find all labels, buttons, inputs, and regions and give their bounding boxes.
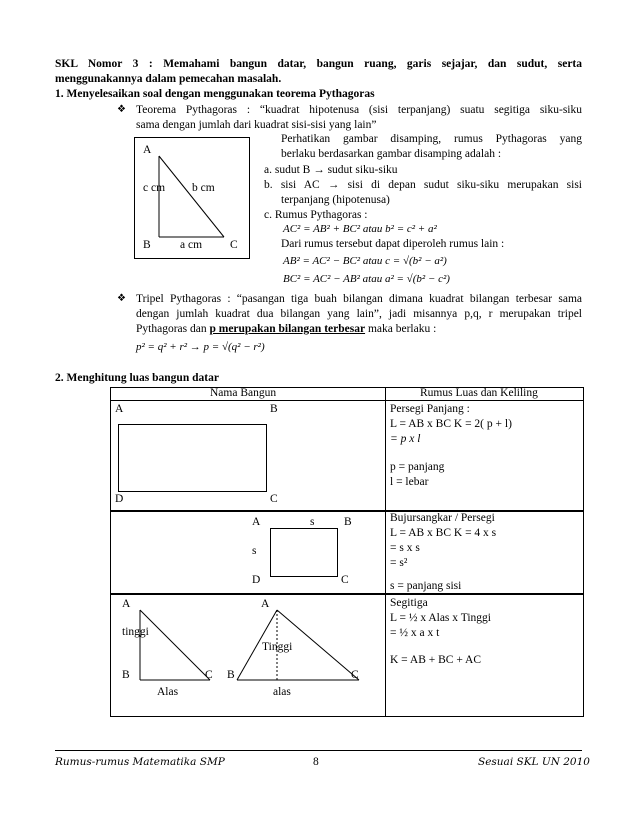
footer-edition: Sesuai SKL UN 2010	[478, 756, 590, 768]
fig1-label-a-side: a cm	[180, 239, 203, 251]
fig1-label-a: A	[143, 144, 152, 156]
rect-label-c: C	[270, 493, 278, 505]
tri1-label-alas: Alas	[157, 686, 179, 698]
triangle-formula-area2: = ½ x a x t	[390, 627, 440, 639]
tripel-text-cont: dengan jumlah kuadrat dua bilangan yang lain”, jadi misannya p,q, r merupakan tripel	[136, 308, 582, 320]
tri2-label-a: A	[261, 598, 270, 610]
rect-label-d: D	[115, 493, 124, 505]
rect-formula-title: Persegi Panjang :	[390, 403, 470, 415]
triangle-formula-perimeter: K = AB + BC + AC	[390, 654, 482, 666]
tri1-label-c: C	[205, 669, 213, 681]
fig1-label-c: C	[230, 239, 238, 251]
fig1-label-b: B	[143, 239, 151, 251]
dari-rumus-text: Dari rumus tersebut dapat diperoleh rumus lain :	[281, 238, 505, 250]
formula-ab: AB² = AC² − BC² atau c = √(b² − a²)	[283, 255, 447, 267]
triangle-formula-title: Segitiga	[390, 597, 428, 609]
square-figure	[270, 528, 338, 577]
tri1-label-tinggi: tinggi	[122, 626, 149, 638]
bullet-icon: ❖	[117, 293, 126, 304]
item-b-cont: terpanjang (hipotenusa)	[281, 194, 390, 206]
section2-title: 2. Menghitung luas bangun datar	[55, 372, 219, 384]
table-header-rumus: Rumus Luas dan Keliling	[420, 387, 538, 399]
square-def-s: s = panjang sisi	[390, 580, 462, 592]
item-b: b. sisi AC → sisi di depan sudut siku-siku merupakan sisi	[264, 179, 582, 191]
formula-bc: BC² = AC² − AB² atau a² = √(b² − c²)	[283, 273, 450, 285]
tri1-label-a: A	[122, 598, 131, 610]
tri2-label-b: B	[227, 669, 235, 681]
fig1-label-c-side: c cm	[143, 182, 166, 194]
rect-formula-lk: L = AB x BC K = 2( p + l)	[390, 418, 512, 430]
fig1-label-b-side: b cm	[192, 182, 215, 194]
table-row-divider	[110, 510, 583, 512]
tri2-label-alas: alas	[273, 686, 291, 698]
tripel-text-cont2: Pythagoras dan p merupakan bilangan terbesar maka berlaku :	[136, 323, 437, 335]
bullet-icon: ❖	[117, 104, 126, 115]
rect-label-b: B	[270, 403, 278, 415]
tri2-label-tinggi: Tinggi	[262, 641, 293, 653]
square-formula-s2: = s²	[390, 557, 408, 569]
square-formula-ss: = s x s	[390, 542, 420, 554]
triangle-figures	[110, 596, 385, 714]
square-label-b: B	[344, 516, 352, 528]
rect-def-l: l = lebar	[390, 476, 429, 488]
teorema-text-cont: sama dengan jumlah dari kuadrat sisi-sisi yang lain”	[136, 119, 377, 131]
section1-title: 1. Menyelesaikan soal dengan menggunakan teorema Pythagoras	[55, 88, 375, 100]
square-label-c: C	[341, 574, 349, 586]
tri1-label-b: B	[122, 669, 130, 681]
item-a: a. sudut B → sudut siku-siku	[264, 164, 398, 176]
table-column-divider	[385, 387, 386, 716]
item-c: c. Rumus Pythagoras :	[264, 209, 368, 221]
square-formula-title: Bujursangkar / Persegi	[390, 512, 495, 524]
square-label-s-top: s	[310, 516, 315, 528]
tri2-label-c: C	[351, 669, 359, 681]
footer-title: Rumus-rumus Matematika SMP	[55, 756, 225, 768]
formula-tripel: p² = q² + r² → p = √(q² − r²)	[136, 341, 265, 353]
formula-pythagoras: AC² = AB² + BC² atau b² = c² + a²	[283, 223, 437, 235]
square-label-d: D	[252, 574, 261, 586]
rect-label-a: A	[115, 403, 124, 415]
tripel-text: Tripel Pythagoras : “pasangan tiga buah bilangan dimana kuadrat bilangan terbesar sama	[136, 293, 582, 305]
table-row-divider	[110, 593, 583, 595]
footer-rule	[55, 750, 582, 751]
page-number: 8	[313, 756, 319, 768]
rectangle-figure	[118, 424, 267, 492]
teorema-text: Teorema Pythagoras : “kuadrat hipotenusa (sisi terpanjang) suatu segitiga siku-siku	[136, 104, 582, 116]
triangle-formula-area: L = ½ x Alas x Tinggi	[390, 612, 491, 624]
rect-formula-pl: = p x l	[390, 433, 421, 445]
skl-heading: SKL Nomor 3 : Memahami bangun datar, bangun ruang, garis sejajar, dan sudut, serta	[55, 58, 582, 70]
skl-heading-cont: menggunakannya dalam pemecahan masalah.	[55, 73, 282, 85]
perhatikan-text: Perhatikan gambar disamping, rumus Pythagoras yang	[281, 133, 582, 145]
square-label-a: A	[252, 516, 261, 528]
table-header-nama: Nama Bangun	[210, 387, 277, 399]
square-formula-lk: L = AB x BC K = 4 x s	[390, 527, 497, 539]
rect-def-p: p = panjang	[390, 461, 445, 473]
square-label-s-left: s	[252, 545, 257, 557]
perhatikan-text-cont: berlaku berdasarkan gambar disamping adalah :	[281, 148, 502, 160]
